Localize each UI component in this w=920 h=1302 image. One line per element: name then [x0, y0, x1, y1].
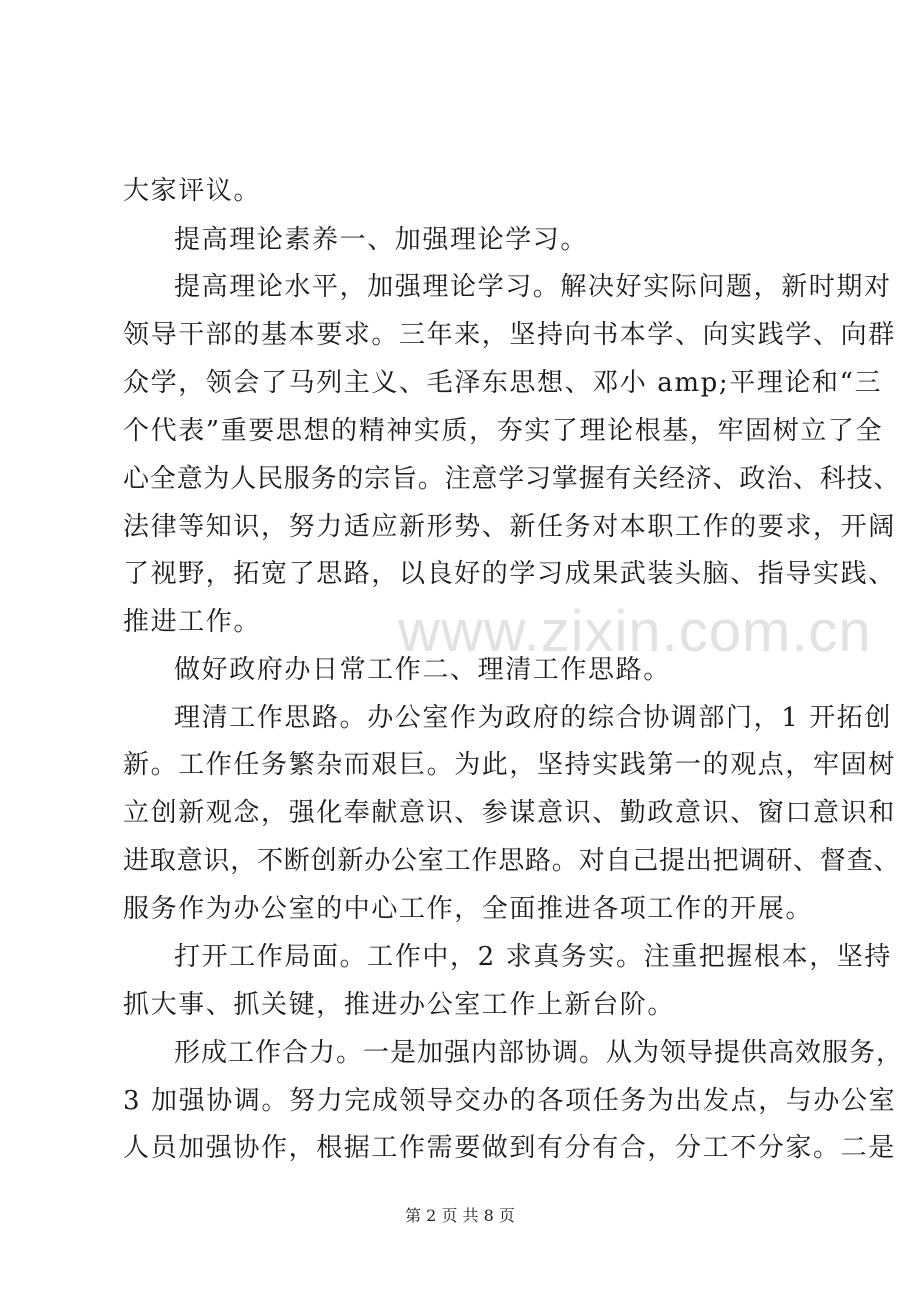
text-line: 服务作为办公室的中心工作，全面推进各项工作的开展。 [123, 894, 814, 924]
text-line: 领导干部的基本要求。三年来，坚持向书本学、向实践学、向群 [123, 320, 896, 350]
text-line: 3 加强协调。努力完成领导交办的各项任务为出发点，与办公室 [123, 1086, 897, 1116]
text-line: 抓大事、抓关键，推进办公室工作上新台阶。 [123, 990, 676, 1020]
text-line: 立创新观念，强化奉献意识、参谋意识、勤政意识、窗口意识和 [123, 798, 896, 828]
paragraph-heading: 提高理论素养一、加强理论学习。 [174, 225, 589, 255]
text-line: 法律等知识，努力适应新形势、新任务对本职工作的要求，开阔 [123, 512, 896, 542]
page-number-footer: 第 2 页 共 8 页 [405, 1206, 515, 1225]
text-line: 了视野，拓宽了思路，以良好的学习成果武装头脑、指导实践、 [123, 559, 896, 589]
text-line: 推进工作。 [123, 607, 262, 637]
text-line: 新。工作任务繁杂而艰巨。为此，坚持实践第一的观点，牢固树 [123, 750, 896, 780]
text-line: 进取意识，不断创新办公室工作思路。对自己提出把调研、督查、 [123, 846, 901, 876]
text-line: 人员加强协作，根据工作需要做到有分有合，分工不分家。二是 [123, 1133, 896, 1163]
text-line: 个代表”重要思想的精神实质，夯实了理论根基，牢固树立了全 [123, 416, 884, 446]
site-watermark: www.zixin.com.cn [398, 599, 872, 664]
text-line: 形成工作合力。一是加强内部协调。从为领导提供高效服务， [174, 1038, 904, 1068]
text-line: 心全意为人民服务的宗旨。注意学习掌握有关经济、政治、科技、 [123, 464, 901, 494]
text-line: 众学，领会了马列主义、毛泽东思想、邓小 amp;平理论和“三 [123, 368, 883, 398]
text-line: 大家评议。 [123, 176, 262, 206]
text-line: 理清工作思路。办公室作为政府的综合协调部门，1 开拓创 [174, 703, 893, 733]
text-line: 打开工作局面。工作中，2 求真务实。注重把握根本，坚持 [174, 942, 893, 972]
text-line: 提高理论水平，加强理论学习。解决好实际问题，新时期对 [174, 272, 892, 302]
paragraph-heading: 做好政府办日常工作二、理清工作思路。 [174, 655, 671, 685]
